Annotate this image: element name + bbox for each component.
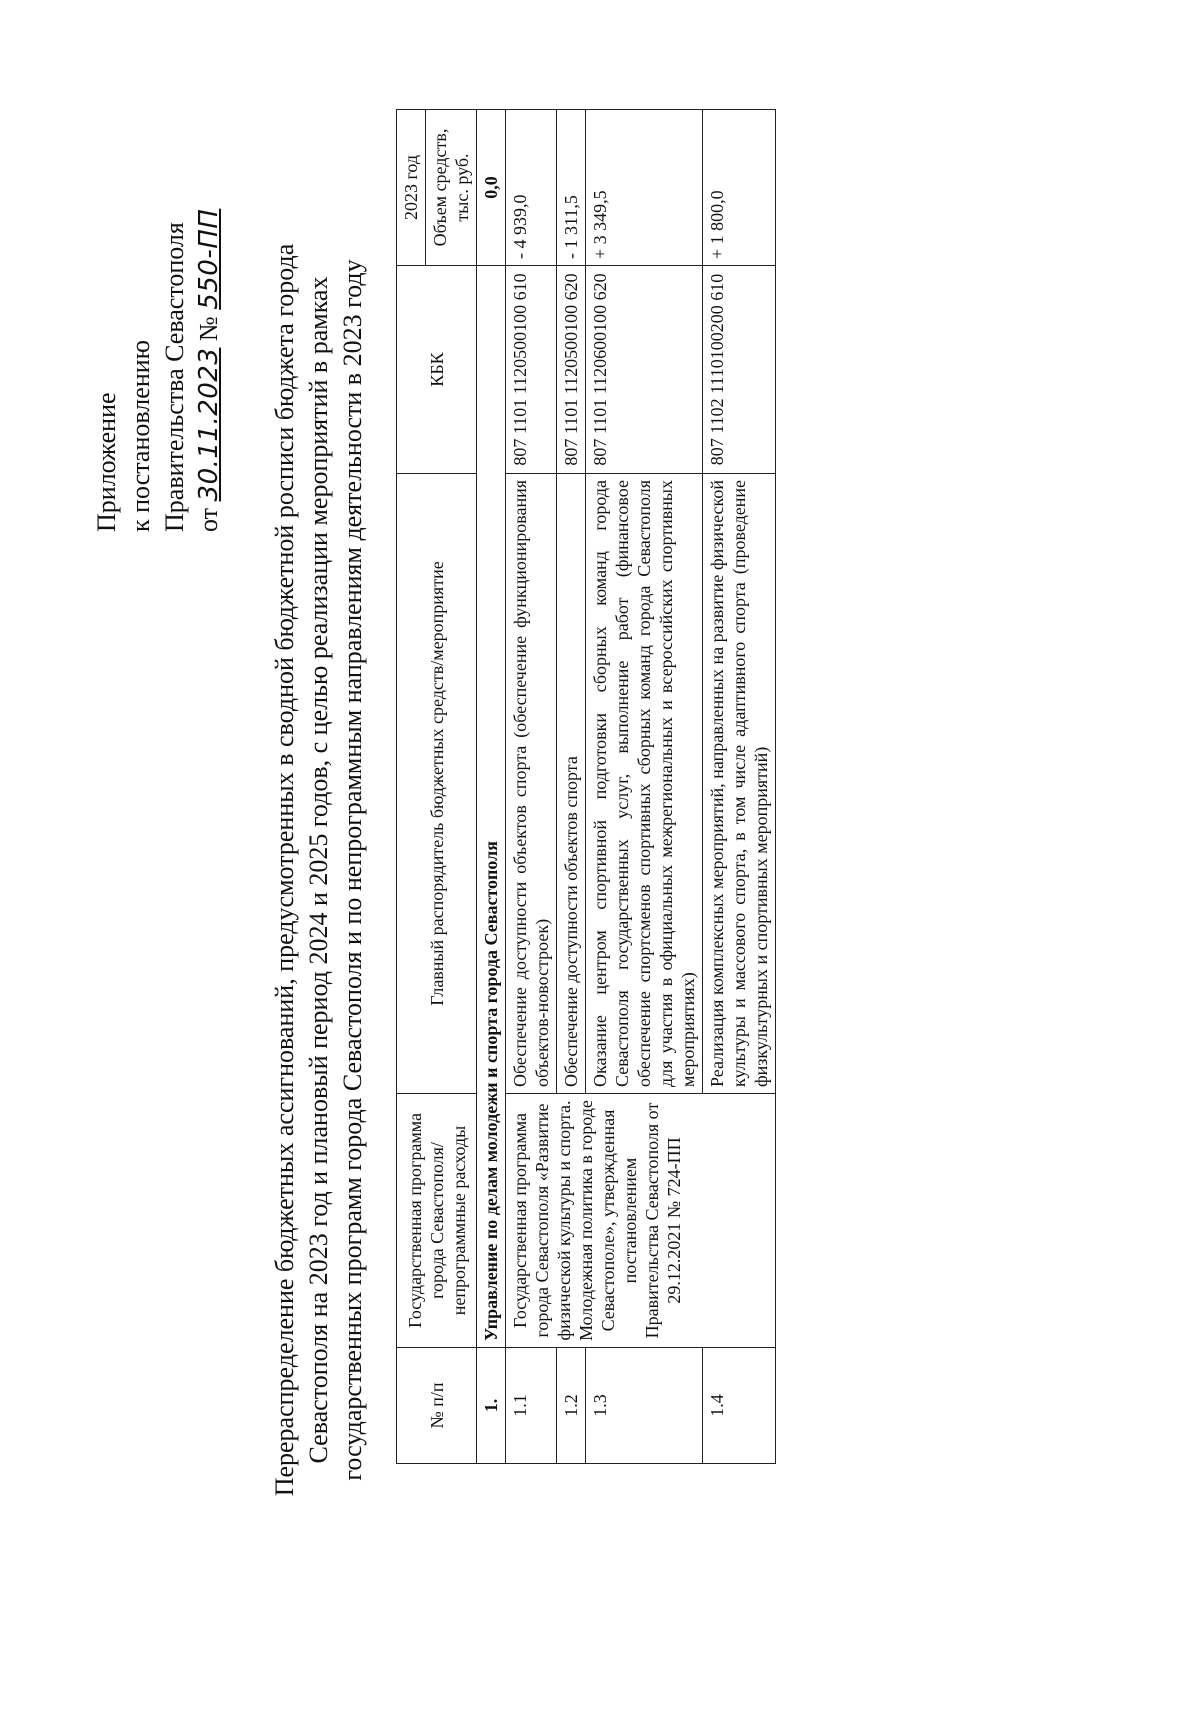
row-amount: - 1 311,5 (557, 110, 586, 266)
row-num: 1.1 (506, 1348, 557, 1464)
allocation-table (396, 109, 776, 1464)
header-amount: Объем средств, тыс. руб. (426, 110, 477, 266)
row-activity: Обеспечение доступности объектов спорта (обеспечение функционирования объектов-новостроек) (506, 474, 557, 1094)
row-activity: Обеспечение доступности объектов спорта (557, 474, 586, 1094)
appendix-block (90, 92, 226, 532)
handwritten-number: 550-ПП (194, 208, 224, 310)
table-header-row (397, 110, 426, 1464)
header-num: № п/п (397, 1348, 477, 1464)
date-prefix: от (194, 507, 223, 532)
appendix-line-1: Приложение (92, 392, 121, 532)
header-kbk: КБК (397, 266, 477, 474)
row-amount: + 3 349,5 (586, 110, 703, 266)
header-activity: Главный распорядитель бюджетных средств/мероприятие (397, 474, 477, 1094)
row-num: 1.4 (703, 1348, 776, 1464)
rotated-content (60, 80, 1140, 1640)
number-sign: № (194, 316, 223, 342)
section-title: Управление по делам молодежи и спорта города Севастополя (477, 266, 506, 1348)
row-kbk: 807 1101 1120500100 610 (506, 266, 557, 474)
row-amount: + 1 800,0 (703, 110, 776, 266)
row-kbk: 807 1101 1120600100 620 (586, 266, 703, 474)
appendix-line-2: к постановлению (126, 339, 155, 532)
row-kbk: 807 1101 1120500100 620 (557, 266, 586, 474)
header-year: 2023 год (397, 110, 426, 266)
appendix-date-line (192, 92, 226, 532)
appendix-line-3: Правительства Севастополя (160, 222, 189, 532)
program-cell: Государственная программа города Севастополя «Развитие физической культуры и спорта. Молодежная политика в городе Севастополе», утвержденная постановлением Правительства Севастополя от 29.12.2021 № 724-ПП (506, 1094, 776, 1348)
row-activity: Оказание центром спортивной подготовки сборных команд города Севастополя государственных услуг, выполнение работ (финансовое обеспечение спортсменов спортивных сборных команд города Севастополя для участия в официальных межрегиональных и всероссийских спортивных мероприятиях) (586, 474, 703, 1094)
table-row (506, 110, 557, 1464)
row-num: 1.2 (557, 1348, 586, 1464)
row-activity: Реализация комплексных мероприятий, направленных на развитие физической культуры и массового спорта, в том числе адаптивного спорта (проведение физкультурных и спортивных мероприятий) (703, 474, 776, 1094)
row-num: 1.3 (586, 1348, 703, 1464)
section-total: 0,0 (477, 110, 506, 266)
header-program: Государственная программа города Севастополя/ непрограммные расходы (397, 1094, 477, 1348)
row-kbk: 807 1102 1110100200 610 (703, 266, 776, 474)
document-title: Перераспределение бюджетных ассигнований, предусмотренных в сводной бюджетной росписи бюджета города Севастополя на 2023 год и плановый период 2024 и 2025 годов, с целью реализации мероприятий в рамках государственных программ города Севастополя и по непрограммным направлениям деятельности в 2023 году (270, 243, 367, 1497)
handwritten-date: 30.11.2023 (194, 347, 224, 502)
section-row (477, 110, 506, 1464)
section-num: 1. (477, 1348, 506, 1464)
row-amount: - 4 939,0 (506, 110, 557, 266)
